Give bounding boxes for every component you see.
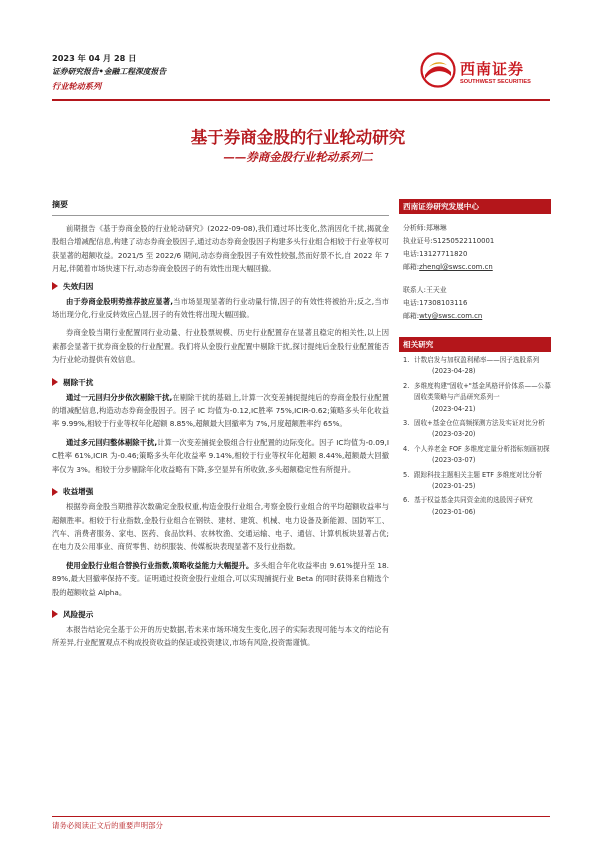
related-item-date: (2023-01-25) <box>432 482 476 491</box>
report-series: 行业轮动系列 <box>52 81 102 91</box>
related-item-title: 个人养老金 FOF 多维度定量分析指标刻画初探 <box>414 444 550 453</box>
related-item-date: (2023-03-07) <box>432 456 476 465</box>
related-heading: 相关研究 <box>399 337 551 352</box>
paragraph-lead: 由于券商金股明势推荐披应显著, <box>66 296 173 306</box>
paragraph-lead: 通过多元回归整体剔除干扰, <box>66 437 158 447</box>
company-logo-icon <box>420 52 456 88</box>
related-item-number: 1. <box>403 356 410 364</box>
section-paragraph <box>52 623 389 650</box>
related-item-number: 3. <box>403 419 410 428</box>
section-heading <box>52 280 389 293</box>
section-paragraph <box>52 326 389 366</box>
paragraph-lead: 使用金股行业组合替换行业指数,策略收益能力大幅提升。 <box>66 560 254 570</box>
abstract-column <box>52 199 389 655</box>
company-name-en: SOUTHWEST SECURITIES <box>460 79 531 85</box>
analyst-phone: 电话:13127711820 <box>403 250 468 258</box>
section-heading <box>52 608 389 621</box>
related-item-text <box>414 444 551 467</box>
related-item-number: 5. <box>403 470 410 479</box>
report-header <box>52 52 166 94</box>
related-research-item[interactable] <box>403 495 551 518</box>
section-paragraph <box>52 500 389 554</box>
analyst-email-link[interactable]: zhengl@swsc.com.cn <box>419 263 493 271</box>
sidebar <box>399 199 551 518</box>
report-title: 基于券商金股的行业轮动研究 <box>190 128 406 147</box>
abstract-sections <box>52 280 389 655</box>
triangle-bullet-icon <box>52 610 58 618</box>
related-item-date: (2023-03-20) <box>432 430 476 439</box>
report-type: 证券研究报告•金融工程深度报告 <box>52 67 167 76</box>
triangle-bullet-icon <box>52 488 58 496</box>
related-item-text <box>414 495 551 518</box>
paragraph-text: 根据券商金股当期推荐次数确定金股权重,构造金股行业组合,考察金股行业组合的平均超额收益率与超额胜率。相较于行业指数,金股行业组合在钢铁、建材、建筑、机械、电力设备及新能源、国防军工、汽车、消费者服务、家电、医药、食品饮料、农林牧渔、交通运输、电子、通信、计算机板块显著占优;在电力及公用事业、商贸零售、纺织服装、传媒板块表现显著不及行业指数。 <box>52 502 389 552</box>
contact-email-link[interactable]: wty@swsc.com.cn <box>419 312 483 320</box>
related-item-text <box>414 418 551 441</box>
related-item-number: 6. <box>403 496 410 505</box>
related-item-date: (2023-01-06) <box>432 507 476 516</box>
related-research-item[interactable] <box>403 470 551 493</box>
paragraph-gap <box>52 367 389 372</box>
related-item-title: 基于权益基金共同资金流的选股因子研究 <box>414 496 533 505</box>
section-paragraph <box>52 295 389 322</box>
company-logo <box>420 52 550 94</box>
section-heading <box>52 376 389 389</box>
section-paragraph <box>52 391 389 431</box>
related-item-number: 2. <box>403 381 410 390</box>
contact-email-label: 邮箱: <box>403 312 420 320</box>
section-paragraph <box>52 436 389 476</box>
report-date: 2023 年 04 月 28 日 <box>52 53 137 63</box>
paragraph-text: 券商金股当期行业配置同行业动量、行业股票规模、历史行业配置存在显著且稳定的相关性,以上因素都会显著干扰券商金股的行业配置。我们将从金股行业配置中剔除干扰,探讨提纯后金股行业配置能否为行业轮动提供有效信息。 <box>52 328 389 365</box>
paragraph-text: 多头组合年化收益率由 9.61%提升至 18.89%,最大回撤率保持不变。证明通过投资金股行业组合,可以实现捕捉行业 Beta 的同时获得来自精选个股的超额收益 Alpha。 <box>52 560 389 597</box>
section-title: 收益增强 <box>63 487 94 497</box>
related-research-item[interactable] <box>403 355 551 378</box>
abstract-intro: 前期报告《基于券商金股的行业轮动研究》(2022-09-08),我们通过坏比变化,然消因化千扰,揭就金股组合增减配信息,构建了动态券商金股因子,通过动态券商金股因子构建多头行业组合相较于行业等权可获显著的超额收益。2021/5 至 2022/6 期间,动态券商金股因子有效性较强,然而好景不长,自 2022 年 7 月起,伴随着市场快速下行,动态券商金股因子的有效性出现大幅回撤。 <box>52 224 389 274</box>
related-research-list <box>399 355 551 518</box>
team-heading: 西南证券研究发展中心 <box>399 199 551 214</box>
paragraph-text: 当市场显现显著的行业动量行情,因子的有效性将被抬升;反之,当市场出现分化,行业反转效应凸显,因子的有效性将出现大幅回撤。 <box>52 296 389 320</box>
contact-name: 联系人:王天业 <box>403 286 447 294</box>
section-title: 剔除干扰 <box>63 377 94 387</box>
paragraph-text: 本报告结论完全基于公开的历史数据,若未来市场环境发生变化,因子的实际表现可能与本文的结论有所差异,行业配置观点不构成投资收益的保证或投资建议,市场有风险,投资需谨慎。 <box>52 624 389 648</box>
related-research-item[interactable] <box>403 381 551 415</box>
related-research-item[interactable] <box>403 418 551 441</box>
related-item-text <box>414 470 551 493</box>
related-item-date: (2023-04-21) <box>432 404 476 413</box>
section-heading <box>52 485 389 498</box>
footer-divider <box>52 816 550 817</box>
paragraph-gap <box>52 599 389 604</box>
analyst-email-label: 邮箱: <box>403 263 420 271</box>
report-subtitle: ——券商金股行业轮动系列二 <box>223 150 373 164</box>
analyst-email <box>399 261 551 274</box>
footer-disclaimer: 请务必阅读正文后的重要声明部分 <box>52 821 163 830</box>
paragraph-gap <box>52 476 389 481</box>
header-divider <box>52 99 550 101</box>
analyst-name: 分析师:郑琳琳 <box>403 224 447 232</box>
related-item-date: (2023-04-28) <box>432 367 476 376</box>
related-item-title: 固收+基金仓位高频探测方法及实证对比分析 <box>414 419 545 428</box>
paragraph-text: 计算一次变差捕捉金股组合行业配置的边际变化。因子 IC均值为-0.09,IC胜率 61%,ICIR 为-0.46;策略多头年化收益率 9.14%,相较于行业等权年化超额 8.44%,超额最大回撤率仅为 3%。相较于分步剔除年化收益略有下降,多空显异有所收敛,多头超额稳定性有所提升。 <box>52 437 389 474</box>
contact-email <box>399 310 551 323</box>
section-paragraph <box>52 559 389 599</box>
related-item-number: 4. <box>403 444 410 453</box>
related-item-text <box>414 355 551 378</box>
related-item-title: 多维度构建"固收+"基金风格评价体系——公募固收类策略与产品研究系列一 <box>414 381 551 402</box>
section-title: 风险提示 <box>63 609 94 619</box>
company-name-cn: 西南证券 <box>460 60 525 78</box>
related-research-item[interactable] <box>403 444 551 467</box>
related-item-text <box>414 381 551 415</box>
paragraph-gap <box>52 650 389 655</box>
abstract-heading: 摘要 <box>52 200 68 209</box>
triangle-bullet-icon <box>52 378 58 386</box>
related-item-title: 计数启发与加权盈利稀率——因子选股系列 <box>414 356 540 364</box>
contact-phone: 电话:17308103116 <box>403 299 468 307</box>
related-item-title: 跟踪科技主题相关主题 ETF 多维度对比分析 <box>414 470 543 479</box>
section-title: 失效归因 <box>63 281 94 291</box>
paragraph-lead: 通过一元回归分步依次剔除干扰, <box>66 392 173 402</box>
triangle-bullet-icon <box>52 282 58 290</box>
abstract-divider <box>52 215 389 216</box>
analyst-license: 执业证号:S1250522110001 <box>403 237 495 245</box>
paragraph-text: 在剔除干扰的基础上,计算一次变差捕捉提纯后的券商金股行业配置的增减配信息,构造动态券商金股因子。因子 IC 均值为-0.12,IC胜率 75%,ICIR-0.62;策略多头年化收益率 9.99%,相较于行业等权年化超额 8.85%,超额最大回撤率为 7%,月度超额胜率约 65%。 <box>52 392 389 429</box>
